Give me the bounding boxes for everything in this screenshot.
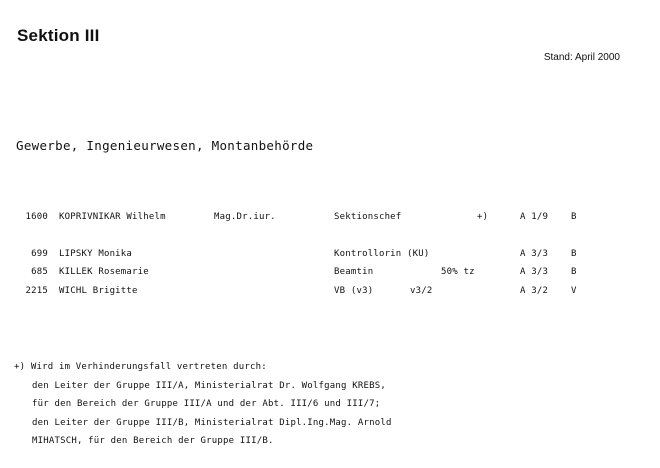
stand-date: Stand: April 2000 bbox=[543, 52, 620, 63]
department-heading: Gewerbe, Ingenieurwesen, Montanbehörde bbox=[16, 138, 314, 153]
staff-function: Sektionschef bbox=[334, 212, 402, 222]
staff-number: 699 bbox=[31, 249, 48, 259]
staff-name: LIPSKY Monika bbox=[59, 249, 133, 259]
staff-function: Beamtin bbox=[334, 267, 374, 277]
staff-number: 685 bbox=[31, 267, 48, 277]
staff-row bbox=[0, 286, 660, 300]
staff-category: B bbox=[571, 267, 577, 277]
staff-grade: A 3/3 bbox=[520, 249, 549, 259]
staff-function: Kontrollorin (KU) bbox=[334, 249, 430, 259]
staff-row bbox=[0, 267, 660, 281]
staff-grade: A 3/3 bbox=[520, 267, 549, 277]
footnote-line: den Leiter der Gruppe III/B, Ministerialrat Dipl.Ing.Mag. Arnold bbox=[32, 417, 392, 428]
staff-category: V bbox=[571, 286, 577, 296]
footnote-line: für den Bereich der Gruppe III/A und der Abt. III/6 und III/7; bbox=[32, 399, 381, 409]
section-title: Sektion III bbox=[17, 26, 100, 45]
staff-name: KOPRIVNIKAR Wilhelm bbox=[59, 212, 166, 222]
staff-grade: A 1/9 bbox=[520, 212, 549, 222]
staff-grade: A 3/2 bbox=[520, 286, 549, 296]
footnote-line: den Leiter der Gruppe III/A, Ministerialrat Dr. Wolfgang KREBS, bbox=[32, 380, 386, 391]
staff-row bbox=[0, 249, 660, 263]
footnote-line: +) Wird im Verhinderungsfall vertreten durch: bbox=[14, 362, 267, 372]
staff-name: KILLEK Rosemarie bbox=[59, 267, 149, 277]
staff-function: VB (v3) bbox=[334, 286, 374, 296]
staff-extra: +) bbox=[477, 212, 489, 222]
staff-extra: 50% tz bbox=[441, 267, 475, 277]
footnote-line: MIHATSCH, für den Bereich der Gruppe III/B. bbox=[32, 436, 274, 446]
staff-number: 2215 bbox=[25, 286, 48, 296]
footnote bbox=[14, 360, 392, 453]
staff-number: 1600 bbox=[25, 212, 48, 222]
staff-extra: v3/2 bbox=[410, 286, 433, 296]
staff-category: B bbox=[571, 249, 577, 259]
staff-row bbox=[0, 212, 660, 226]
staff-category: B bbox=[571, 212, 577, 222]
staff-name: WICHL Brigitte bbox=[59, 286, 138, 296]
staff-title: Mag.Dr.iur. bbox=[214, 212, 276, 222]
